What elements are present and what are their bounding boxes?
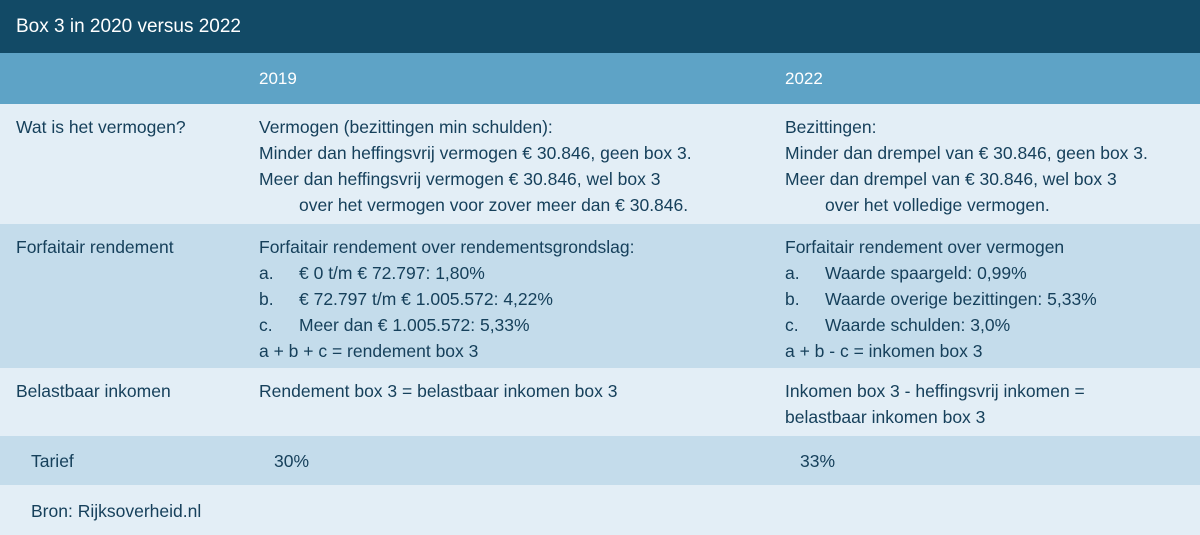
table-row-rendement <box>0 224 1200 368</box>
header-year-2019: 2019 <box>259 69 297 88</box>
list-item: a. Waarde spaargeld: 0,99% <box>785 263 1027 283</box>
row-label-tarief: Tarief <box>31 451 74 471</box>
rendement-2022-outro: a + b - c = inkomen box 3 <box>785 341 983 361</box>
table-row-vermogen <box>0 104 1200 224</box>
vermogen-2022-line: Minder dan drempel van € 30.846, geen box 3. <box>785 143 1148 163</box>
vermogen-2019-cell <box>259 114 692 218</box>
table-row-inkomen <box>0 368 1200 436</box>
rendement-2022-intro: Forfaitair rendement over vermogen <box>785 237 1065 257</box>
list-item: a. € 0 t/m € 72.797: 1,80% <box>259 263 485 283</box>
row-label-inkomen: Belastbaar inkomen <box>16 381 171 401</box>
list-item: c. Meer dan € 1.005.572: 5,33% <box>259 315 530 335</box>
table-header-row <box>0 53 1200 104</box>
list-item: c. Waarde schulden: 3,0% <box>785 315 1011 335</box>
list-item: b. € 72.797 t/m € 1.005.572: 4,22% <box>259 289 553 309</box>
vermogen-2022-line: Bezittingen: <box>785 117 877 137</box>
row-label-rendement: Forfaitair rendement <box>16 237 174 257</box>
inkomen-2019-cell: Rendement box 3 = belastbaar inkomen box 3 <box>259 381 618 401</box>
vermogen-2022-cell <box>785 114 1148 218</box>
vermogen-2019-line: Meer dan heffingsvrij vermogen € 30.846, wel box 3 <box>259 169 661 189</box>
vermogen-2019-line: Minder dan heffingsvrij vermogen € 30.846, geen box 3. <box>259 143 692 163</box>
header-year-2022: 2022 <box>785 69 823 88</box>
list-item: b. Waarde overige bezittingen: 5,33% <box>785 289 1097 309</box>
table-title: Box 3 in 2020 versus 2022 <box>0 0 1200 53</box>
row-label-vermogen: Wat is het vermogen? <box>16 117 186 137</box>
tarief-2019-value: 30% <box>274 451 310 471</box>
source-note: Bron: Rijksoverheid.nl <box>31 501 202 521</box>
rendement-2019-outro: a + b + c = rendement box 3 <box>259 341 479 361</box>
vermogen-2019-line: Vermogen (bezittingen min schulden): <box>259 117 553 137</box>
tarief-2022-value: 33% <box>800 451 836 471</box>
rendement-2019-cell <box>259 234 634 364</box>
rendement-2022-cell <box>785 234 1097 364</box>
vermogen-2022-line: Meer dan drempel van € 30.846, wel box 3 <box>785 169 1117 189</box>
table-row-tarief <box>0 436 1200 485</box>
rendement-2019-intro: Forfaitair rendement over rendementsgrondslag: <box>259 237 635 257</box>
inkomen-2022-cell: Inkomen box 3 - heffingsvrij inkomen = belastbaar inkomen box 3 <box>785 381 1085 427</box>
vermogen-2022-line: over het volledige vermogen. <box>825 195 1050 215</box>
vermogen-2019-line: over het vermogen voor zover meer dan € 30.846. <box>299 195 689 215</box>
